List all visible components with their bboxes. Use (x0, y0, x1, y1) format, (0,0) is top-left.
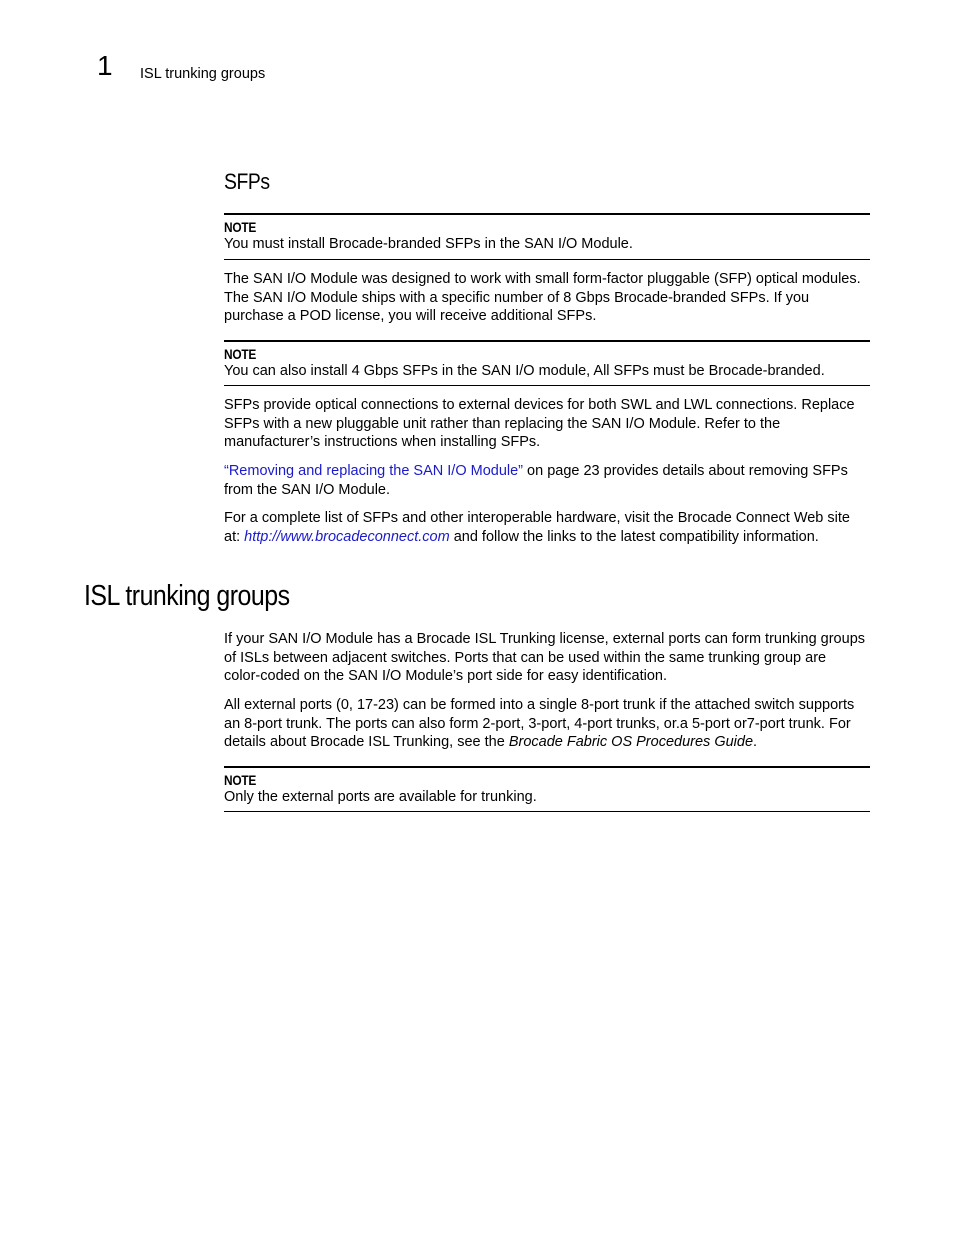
note-box-external-ports (224, 766, 870, 812)
cross-reference-link[interactable]: “Removing and replacing the SAN I/O Module” (224, 463, 524, 479)
paragraph-line (224, 528, 870, 547)
paragraph-line: color-coded on the SAN I/O Module’s port side for easy identification. (224, 668, 668, 685)
url-suffix-text: and follow the links to the latest compatibility information. (449, 528, 819, 545)
paragraph-line: The SAN I/O Module ships with a specific number of 8 Gbps Brocade-branded SFPs. If you (224, 289, 810, 306)
note-label: NOTE (224, 346, 257, 362)
brocade-connect-url-link[interactable]: http://www.brocadeconnect.com (244, 528, 450, 545)
running-header-title: ISL trunking groups (140, 66, 266, 82)
section-heading-sfps: SFPs (224, 169, 270, 194)
paragraph-line: an 8-port trunk. The ports can also form 2-port, 3-port, 4-port trunks, or.a 5-port or7-port trunk. For (224, 715, 851, 732)
note-text: You can also install 4 Gbps SFPs in the SAN I/O module, All SFPs must be Brocade-branded. (224, 363, 825, 379)
paragraph-line: from the SAN I/O Module. (224, 481, 391, 498)
paragraph-line (224, 462, 870, 481)
note-label: NOTE (224, 772, 257, 788)
paragraph-line: The SAN I/O Module was designed to work with small form-factor pluggable (SFP) optical modules. (224, 271, 861, 287)
paragraph-line (224, 733, 870, 752)
paragraph-sfp-connections (224, 396, 870, 452)
note-box-sfp-branding (224, 213, 870, 260)
paragraph-line: manufacturer’s instructions when installing SFPs. (224, 434, 541, 451)
note-text: You must install Brocade-branded SFPs in the SAN I/O Module. (224, 236, 633, 252)
paragraph-line: If your SAN I/O Module has a Brocade ISL Trunking license, external ports can form trunking groups (224, 631, 866, 647)
paragraph-compatibility (224, 509, 870, 546)
note-text: Only the external ports are available for trunking. (224, 789, 537, 805)
guide-suffix-text: . (753, 734, 758, 751)
paragraph-sfp-design (224, 270, 870, 326)
note-box-4gbps-sfps (224, 340, 870, 386)
paragraph-isl-license (224, 630, 870, 686)
paragraph-line: purchase a POD license, you will receive additional SFPs. (224, 308, 597, 325)
paragraph-removing-reference (224, 462, 870, 499)
paragraph-line: For a complete list of SFPs and other interoperable hardware, visit the Brocade Connect Web site (224, 510, 850, 526)
paragraph-line: All external ports (0, 17-23) can be formed into a single 8-port trunk if the attached switch supports (224, 697, 855, 713)
link-context-text: on page 23 provides details about removing SFPs (523, 463, 848, 479)
paragraph-external-ports (224, 696, 870, 752)
guide-title: Brocade Fabric OS Procedures Guide (508, 734, 754, 751)
guide-prefix-text: details about Brocade ISL Trunking, see the (224, 734, 509, 751)
note-label: NOTE (224, 219, 257, 235)
paragraph-line: SFPs with a new pluggable unit rather than replacing the SAN I/O Module. Refer to the (224, 415, 781, 432)
chapter-number: 1 (97, 50, 113, 81)
paragraph-line: of ISLs between adjacent switches. Ports that can be used within the same trunking group are (224, 649, 827, 666)
paragraph-line: SFPs provide optical connections to external devices for both SWL and LWL connections. Replace (224, 397, 855, 413)
section-heading-isl-trunking: ISL trunking groups (84, 580, 290, 612)
url-prefix-text: at: (224, 528, 245, 545)
